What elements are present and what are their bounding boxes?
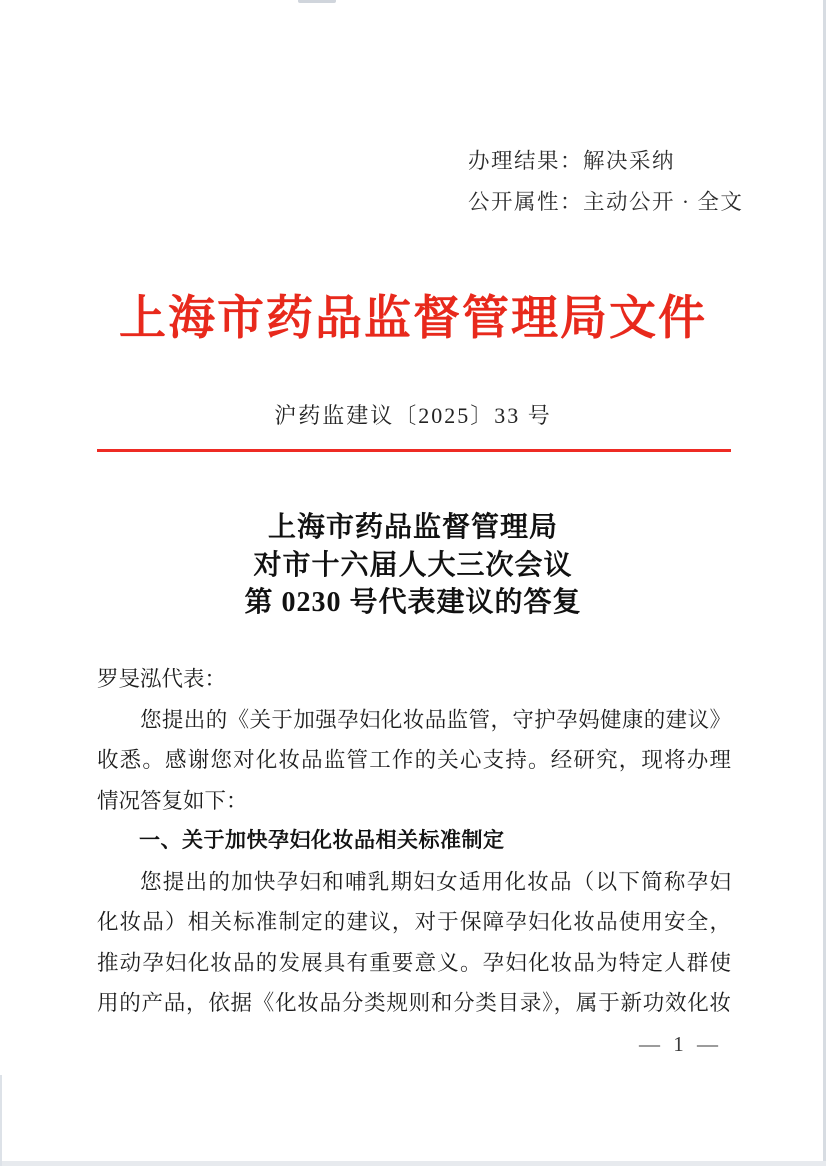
letter-body: [97, 659, 731, 1024]
subject-heading-line-3: 第 0230 号代表建议的答复: [244, 587, 582, 618]
letterhead-title: 上海市药品监督管理局文件: [119, 293, 707, 345]
salutation: 罗旻泓代表：: [97, 667, 227, 691]
red-divider-line: [97, 449, 731, 452]
subject-heading-line-1: 上海市药品监督管理局: [267, 512, 558, 543]
scan-artifact-top-edge: [298, 0, 336, 3]
page-number: — 1 —: [639, 1032, 722, 1056]
meta-handling-result: [468, 141, 743, 182]
body-line: 您提出的《关于加强孕妇化妆品监管，守护孕妈健康的建议》: [140, 707, 731, 732]
meta-disclosure-attribute: [468, 182, 743, 223]
meta-block: [468, 141, 743, 223]
subject-heading: [0, 509, 826, 622]
scan-artifact-bottom-edge: [0, 1161, 826, 1166]
section-heading-1: 一、关于加快孕妇化妆品相关标准制定: [139, 829, 505, 852]
document-number: 沪药监建议〔2025〕33 号: [274, 403, 552, 428]
meta-disclosure-attribute-value: 主动公开 · 全文: [583, 190, 744, 214]
body-line: 情况答复如下：: [97, 788, 248, 813]
body-line: 推动孕妇化妆品的发展具有重要意义。孕妇化妆品为特定人群使: [97, 950, 731, 975]
subject-heading-line-2: 对市十六届人大三次会议: [253, 549, 573, 581]
body-line: 您提出的加快孕妇和哺乳期妇女适用化妆品（以下简称孕妇: [140, 869, 731, 894]
scan-artifact-left-edge: [0, 1075, 2, 1166]
body-line: 收悉。感谢您对化妆品监管工作的关心支持。经研究，现将办理: [97, 748, 731, 772]
body-line: 用的产品，依据《化妆品分类规则和分类目录》，属于新功效化妆: [97, 991, 731, 1015]
meta-handling-result-label: 办理结果：: [468, 149, 584, 173]
meta-disclosure-attribute-label: 公开属性：: [468, 190, 584, 214]
meta-handling-result-value: 解决采纳: [583, 149, 676, 173]
body-line: 化妆品）相关标准制定的建议，对于保障孕妇化妆品使用安全，: [97, 910, 731, 934]
